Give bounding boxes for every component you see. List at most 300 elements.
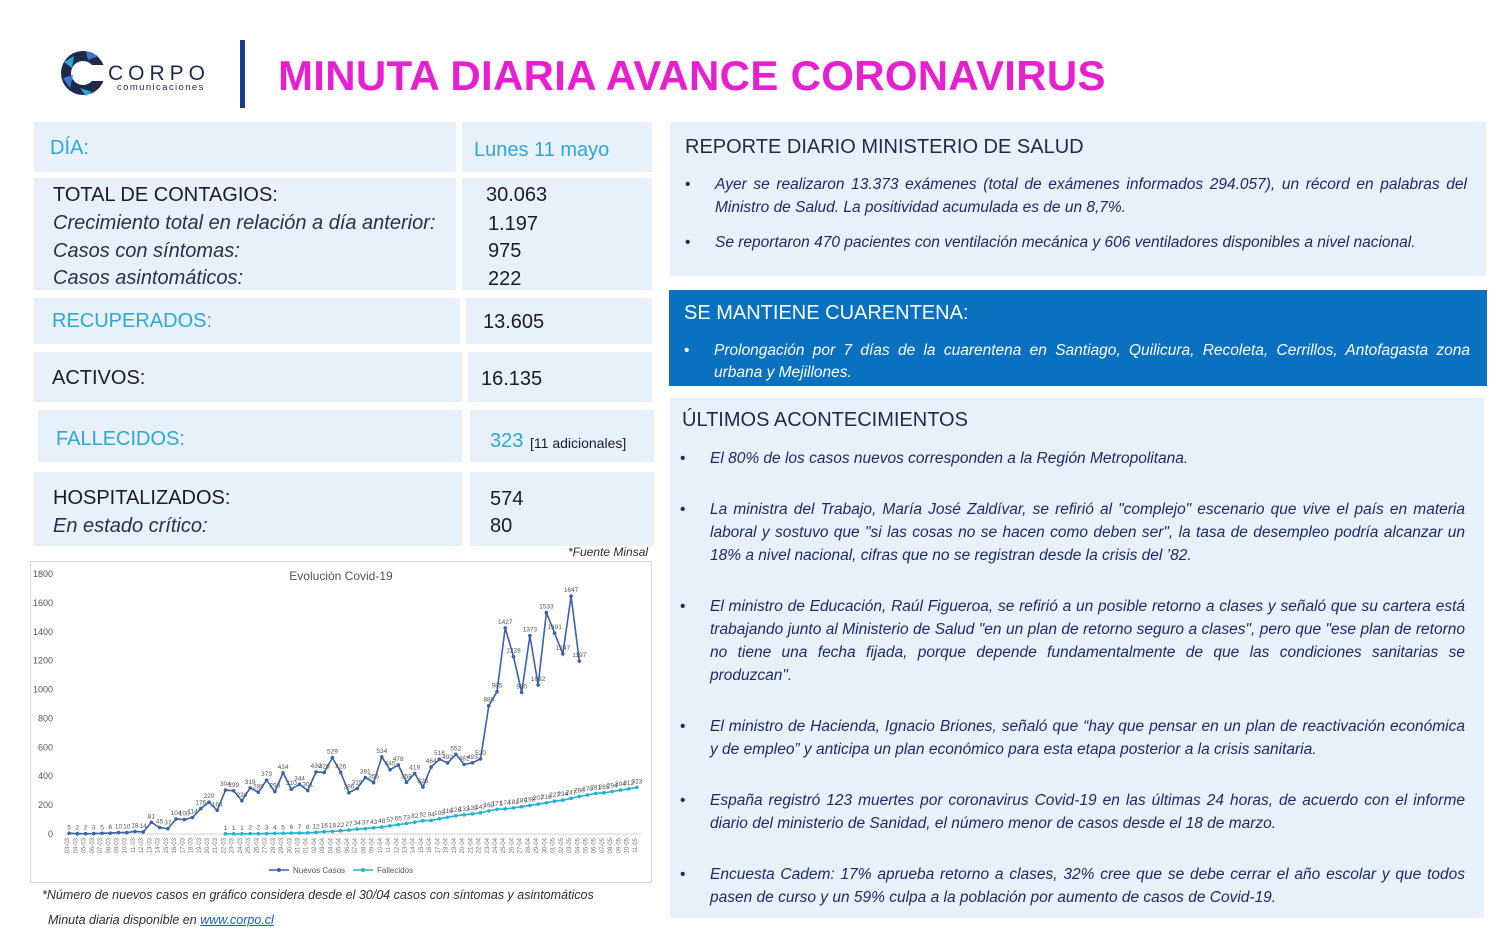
data-label: 325 <box>417 778 429 786</box>
data-point <box>503 807 507 811</box>
data-point <box>289 831 293 835</box>
x-tick-label: 07-04 <box>353 838 360 854</box>
x-tick-label: 15-04 <box>418 838 425 854</box>
data-label: 289 <box>252 783 264 791</box>
data-point <box>528 634 532 638</box>
data-point <box>331 756 335 760</box>
data-point <box>183 818 187 822</box>
data-label: 6 <box>289 824 294 832</box>
data-label: 1 <box>223 824 228 832</box>
y-tick-label: 800 <box>37 713 53 724</box>
data-label: 34 <box>353 820 361 828</box>
data-point <box>396 823 400 827</box>
data-point <box>314 830 318 834</box>
data-label: 1533 <box>539 603 554 611</box>
x-tick-label: 10-05 <box>624 838 631 854</box>
acontecimientos-list <box>680 447 1465 909</box>
series-line-nuevos-casos <box>69 596 579 834</box>
fallecidos-value: 323 <box>490 430 524 452</box>
data-label: 1 <box>231 824 236 832</box>
fallecidos-label: FALLECIDOS: <box>56 428 185 450</box>
dia-label: DÍA: <box>50 137 89 159</box>
x-tick-label: 18-04 <box>443 838 450 854</box>
x-tick-label: 05-04 <box>336 838 343 854</box>
data-point <box>520 805 524 809</box>
chart-title: Evolución Covid-19 <box>289 569 393 583</box>
minuta-footer <box>48 913 274 927</box>
data-label: 12 <box>312 823 320 831</box>
data-label: 1427 <box>497 618 513 626</box>
data-label: 482 <box>458 755 470 763</box>
data-point <box>84 832 88 836</box>
corpo-logo-icon <box>58 48 108 98</box>
data-point <box>388 768 392 772</box>
data-point <box>429 819 433 823</box>
data-label: 16 <box>320 822 328 830</box>
data-label: 81 <box>147 813 156 821</box>
y-tick-label: 200 <box>37 800 53 811</box>
x-tick-label: 15-03 <box>163 838 170 854</box>
data-point <box>306 789 310 793</box>
data-label: 270 <box>582 786 593 793</box>
data-label: 1 <box>240 824 244 832</box>
data-label: 1373 <box>522 626 538 634</box>
data-point <box>273 790 277 794</box>
data-label: 174 <box>499 799 511 807</box>
sintomas-value: 975 <box>488 240 522 262</box>
data-label: 260 <box>573 787 585 795</box>
activos-value: 16.135 <box>481 368 543 390</box>
data-point <box>627 787 631 791</box>
cuarentena-list <box>684 340 1470 384</box>
data-label: 985 <box>491 682 503 690</box>
y-tick-label: 1800 <box>32 569 53 579</box>
data-point <box>158 826 162 830</box>
data-label: 518 <box>433 750 445 758</box>
data-label: 3 <box>91 824 96 832</box>
data-point <box>141 830 145 834</box>
x-tick-label: 03-05 <box>567 838 574 854</box>
data-point <box>610 790 614 794</box>
acontecimiento-item: • España registró 123 muertes por coronavirus Covid-19 en las últimas 24 horas, de acuerdo con el informe diario del ministerio de Sanidad, el número menor de casos desde el 18 de marzo. <box>680 789 1465 835</box>
x-tick-label: 24-04 <box>493 838 499 854</box>
data-label: 6 <box>108 824 113 832</box>
asintomaticos-label: Casos asintomáticos: <box>53 267 244 289</box>
data-point <box>92 832 96 836</box>
data-label: 520 <box>475 749 486 757</box>
data-label: 160 <box>483 801 495 809</box>
data-point <box>553 799 557 803</box>
crecimiento-value: 1.197 <box>488 213 539 235</box>
data-label: 198 <box>524 796 536 804</box>
x-tick-label: 26-04 <box>509 838 516 854</box>
data-point <box>503 626 507 630</box>
data-label: 304 <box>614 781 626 789</box>
y-tick-label: 1200 <box>32 655 53 666</box>
total-contagios-value: 30.063 <box>486 184 548 206</box>
corpo-link[interactable]: www.corpo.cl <box>200 913 274 927</box>
x-tick-label: 14-03 <box>155 838 162 854</box>
x-tick-label: 05-05 <box>583 838 590 854</box>
data-label: 92 <box>419 811 427 819</box>
data-label: 492 <box>442 753 454 761</box>
x-tick-label: 27-03 <box>262 838 269 854</box>
data-label: 65 <box>394 815 402 823</box>
data-point <box>388 824 392 828</box>
data-label: 105 <box>433 809 445 817</box>
data-label: 286 <box>343 783 355 791</box>
data-label: 2 <box>75 824 80 832</box>
data-label: 48 <box>378 818 386 826</box>
x-tick-label: 07-05 <box>599 838 606 854</box>
x-tick-label: 25-03 <box>246 838 253 854</box>
data-point <box>108 831 112 835</box>
data-point <box>561 652 565 656</box>
reporte-item: • Ayer se realizaron 13.373 exámenes (total de exámenes informados 294.057), un récord en palabras del Ministro de Salud. La positividad acumulada es de un 8,7%. <box>685 173 1467 219</box>
data-label: 419 <box>409 764 421 772</box>
x-tick-label: 30-03 <box>287 838 294 854</box>
x-tick-label: 18-03 <box>188 838 195 854</box>
data-label: 45 <box>156 818 164 826</box>
data-point <box>602 791 606 795</box>
dia-value: Lunes 11 mayo <box>474 139 610 161</box>
data-point <box>429 765 433 769</box>
x-tick-label: 29-03 <box>279 838 286 854</box>
data-point <box>339 771 343 775</box>
data-label: 10 <box>123 823 131 831</box>
hospitalizados-value: 574 <box>490 488 524 510</box>
x-tick-label: 13-04 <box>402 838 409 854</box>
data-point <box>100 831 104 835</box>
x-tick-label: 21-03 <box>213 838 220 854</box>
data-point <box>257 790 261 794</box>
x-tick-label: 19-03 <box>196 838 203 854</box>
data-point <box>224 788 228 792</box>
data-point <box>273 832 277 836</box>
data-label: 3 <box>264 824 269 832</box>
data-point <box>487 704 491 708</box>
data-point <box>446 815 450 819</box>
data-point <box>240 799 244 803</box>
data-label: 373 <box>261 771 273 779</box>
data-point <box>355 787 359 791</box>
data-label: 493 <box>466 753 478 761</box>
x-tick-label: 10-03 <box>122 838 129 854</box>
data-point <box>495 690 499 694</box>
data-label: 430 <box>310 762 322 770</box>
data-label: 391 <box>359 768 371 776</box>
data-label: 323 <box>631 778 643 786</box>
data-label: 207 <box>532 795 544 803</box>
sintomas-label: Casos con síntomas: <box>53 240 240 262</box>
data-point <box>619 788 623 792</box>
data-point <box>364 827 368 831</box>
x-tick-label: 20-04 <box>460 838 467 854</box>
x-tick-label: 19-04 <box>451 838 458 854</box>
data-label: 358 <box>401 773 412 781</box>
data-point <box>248 832 252 836</box>
covid-chart <box>30 561 652 883</box>
data-label: 37 <box>361 819 369 827</box>
data-point <box>528 804 532 808</box>
data-point <box>380 825 384 829</box>
data-point <box>224 832 228 836</box>
data-label: 285 <box>598 783 610 791</box>
data-point <box>512 655 516 659</box>
acontecimiento-item: • El ministro de Educación, Raúl Figueroa, se refirió a un posible retorno a clases y señaló que su cartera está trabajando junto al Ministerio de Salud "en un plan de retorno seguro a clases", pero que "ese plan de retorno no tiene una fecha fijada, porque depende fundamentalmente de que las condiciones sanitarias se produzcan". <box>680 595 1465 687</box>
data-label: 181 <box>508 798 519 806</box>
x-tick-label: 13-03 <box>147 838 154 854</box>
acontecimiento-item: • Encuesta Cadem: 17% aprueba retorno a clases, 32% cree que se debe cerrar el año escolar y que todos pasen de curso y un 59% culpa a la población por aumento de casos de Covid-19. <box>680 863 1465 909</box>
acontecimientos-title: ÚLTIMOS ACONTECIMIENTOS <box>682 409 968 431</box>
data-point <box>421 819 425 823</box>
data-label: 176 <box>195 799 207 807</box>
x-tick-label: 12-04 <box>394 838 401 854</box>
data-point <box>545 801 549 805</box>
data-label: 5 <box>281 824 285 832</box>
x-tick-label: 11-05 <box>632 838 639 853</box>
data-point <box>281 831 285 835</box>
data-label: 464 <box>425 757 437 765</box>
legend-label-fallecidos: Fallecidos <box>377 866 414 875</box>
data-label: 18 <box>328 822 337 830</box>
data-label: 37 <box>164 819 172 827</box>
data-point <box>166 827 170 831</box>
data-label: 234 <box>557 791 569 799</box>
data-point <box>479 811 483 815</box>
data-label: 104 <box>170 809 182 817</box>
activos-label: ACTIVOS: <box>52 367 146 389</box>
data-label: 356 <box>368 773 380 781</box>
x-tick-label: 06-05 <box>591 838 598 854</box>
data-label: 4 <box>273 824 277 832</box>
y-tick-label: 0 <box>47 829 53 839</box>
x-tick-label: 08-03 <box>106 838 113 854</box>
data-label: 82 <box>411 813 419 821</box>
x-tick-label: 01-05 <box>550 838 557 854</box>
data-label: 980 <box>516 683 528 691</box>
data-point <box>306 831 310 835</box>
reporte-title: REPORTE DIARIO MINISTERIO DE SALUD <box>685 136 1084 158</box>
data-point <box>322 830 326 834</box>
data-point <box>594 792 598 796</box>
data-point <box>569 797 573 801</box>
header-divider <box>240 40 245 108</box>
data-point <box>257 832 261 836</box>
x-tick-label: 26-03 <box>254 838 261 854</box>
cuarentena-panel <box>669 290 1487 386</box>
data-point <box>462 813 466 817</box>
x-tick-label: 23-04 <box>484 838 491 854</box>
data-label: 94 <box>427 811 435 819</box>
data-point <box>150 821 154 825</box>
data-label: 1032 <box>530 675 546 683</box>
x-tick-label: 31-03 <box>295 838 302 854</box>
data-point <box>355 827 359 831</box>
data-label: 1197 <box>572 652 587 660</box>
x-tick-label: 11-03 <box>130 838 137 853</box>
data-label: 114 <box>187 808 198 816</box>
data-label: 216 <box>540 793 552 801</box>
dia-label-panel <box>34 122 456 172</box>
data-label: 133 <box>458 805 470 813</box>
data-label: 534 <box>376 747 388 755</box>
y-tick-label: 1000 <box>32 684 53 695</box>
data-label: 5 <box>100 824 104 832</box>
data-point <box>199 807 203 811</box>
x-tick-label: 10-04 <box>377 838 384 854</box>
data-point <box>298 831 302 835</box>
x-tick-label: 11-04 <box>386 838 393 853</box>
logo-subtitle: comunicaciones <box>117 82 205 93</box>
y-tick-label: 400 <box>37 771 53 782</box>
acontecimiento-item: • El ministro de Hacienda, Ignacio Briones, señaló que “hay que pensar en un plan de reactivación económica y de empleo” y anticipa un plan económico para esta etapa posterior a la crisis sanitaria. <box>680 715 1465 761</box>
data-point <box>289 787 293 791</box>
data-point <box>577 659 581 663</box>
data-label: 315 <box>351 779 363 787</box>
data-label: 126 <box>450 806 462 814</box>
data-label: 478 <box>392 755 404 763</box>
x-tick-label: 24-03 <box>237 838 244 854</box>
data-point <box>240 832 244 836</box>
data-point <box>471 761 475 765</box>
x-tick-label: 04-04 <box>328 838 335 854</box>
total-contagios-label: TOTAL DE CONTAGIOS: <box>53 184 278 206</box>
page-title: MINUTA DIARIA AVANCE CORONAVIRUS <box>278 52 1106 99</box>
x-tick-label: 20-03 <box>205 838 211 854</box>
x-tick-label: 06-03 <box>89 838 96 854</box>
data-label: 27 <box>345 821 353 829</box>
data-label: 147 <box>475 803 486 811</box>
data-label: 7 <box>297 823 302 831</box>
data-point <box>380 755 384 759</box>
data-point <box>215 809 219 813</box>
data-label: 888 <box>483 696 495 704</box>
recuperados-value: 13.605 <box>483 311 545 333</box>
x-tick-label: 16-03 <box>172 838 179 854</box>
data-point <box>577 795 581 799</box>
data-point <box>438 757 442 761</box>
x-tick-label: 08-04 <box>361 838 368 854</box>
data-label: 304 <box>220 781 231 789</box>
data-label: 319 <box>244 778 256 786</box>
data-point <box>438 817 442 821</box>
x-tick-label: 06-04 <box>344 838 351 854</box>
data-point <box>265 832 269 836</box>
data-label: 18 <box>131 822 139 830</box>
x-tick-label: 17-04 <box>435 838 442 854</box>
data-label: 5 <box>67 824 71 832</box>
data-point <box>191 816 195 820</box>
x-tick-label: 14-04 <box>410 838 417 854</box>
data-label: 14 <box>139 822 147 830</box>
x-tick-label: 07-03 <box>98 838 105 854</box>
data-point <box>174 817 178 821</box>
data-label: 2 <box>248 824 252 832</box>
data-point <box>454 752 458 756</box>
data-point <box>561 798 565 802</box>
acontecimiento-item: • La ministra del Trabajo, María José Zaldívar, se refirió al "complejo" escenario que vive el país en materia laboral y sostuvo que "si las cosas no se hacen como deben ser", la tasa de desempleo podría alcanzar un 18% a nivel nacional, cifras que no se registran desde la crisis del ’82. <box>680 498 1465 567</box>
critico-label: En estado crítico: <box>53 515 208 537</box>
data-label: 10 <box>114 823 123 831</box>
critico-value: 80 <box>490 515 513 537</box>
data-point <box>372 826 376 830</box>
data-label: 1391 <box>547 624 562 632</box>
data-point <box>487 809 491 813</box>
data-label: 1228 <box>506 647 521 655</box>
data-point <box>553 631 557 635</box>
data-label: 424 <box>277 763 289 771</box>
data-label: 8 <box>305 823 310 831</box>
data-point <box>405 822 409 826</box>
data-label: 227 <box>549 792 561 800</box>
x-tick-label: 01-04 <box>303 838 310 854</box>
data-point <box>207 800 211 804</box>
data-label: 1247 <box>555 644 571 652</box>
data-point <box>405 780 409 784</box>
data-label: 189 <box>516 797 528 805</box>
x-tick-label: 03-04 <box>320 838 327 854</box>
data-point <box>372 781 376 785</box>
data-point <box>512 806 516 810</box>
data-point <box>545 611 549 615</box>
data-point <box>248 786 252 790</box>
x-tick-label: 27-04 <box>517 838 524 854</box>
y-tick-label: 1600 <box>32 597 53 608</box>
x-tick-label: 05-03 <box>81 838 88 854</box>
asintomaticos-value: 222 <box>488 268 522 290</box>
data-label: 247 <box>565 789 577 797</box>
data-label: 220 <box>203 793 215 801</box>
recuperados-label: RECUPERADOS: <box>52 310 213 332</box>
data-label: 1647 <box>563 587 579 595</box>
data-label: 281 <box>590 784 602 792</box>
fallecidos-extra: [11 adicionales] <box>530 435 627 451</box>
cuarentena-title: SE MANTIENE CUARENTENA: <box>684 302 969 324</box>
y-tick-label: 1400 <box>32 626 53 637</box>
x-tick-label: 04-05 <box>575 838 582 854</box>
data-point <box>331 830 335 834</box>
data-label: 426 <box>318 763 330 771</box>
data-label: 299 <box>228 781 240 789</box>
data-label: 164 <box>211 801 223 809</box>
data-point <box>232 832 236 836</box>
x-tick-label: 22-03 <box>221 838 228 854</box>
data-label: 552 <box>450 745 462 753</box>
x-tick-label: 09-05 <box>616 838 623 854</box>
data-label: 73 <box>402 814 411 822</box>
data-label: 116 <box>442 808 453 816</box>
x-tick-label: 03-03 <box>65 838 72 854</box>
data-label: 312 <box>623 779 635 787</box>
data-point <box>520 691 524 695</box>
data-point <box>347 791 351 795</box>
x-tick-label: 17-03 <box>180 838 187 854</box>
data-label: 139 <box>466 804 478 812</box>
hospitalizados-label: HOSPITALIZADOS: <box>53 487 231 509</box>
data-point <box>569 594 573 598</box>
data-point <box>133 830 137 834</box>
data-label: 171 <box>491 800 503 808</box>
data-label: 529 <box>326 748 338 756</box>
data-label: 445 <box>384 760 396 768</box>
data-point <box>454 814 458 818</box>
data-point <box>339 829 343 833</box>
y-tick-label: 600 <box>37 742 53 753</box>
data-point <box>536 683 540 687</box>
data-point <box>446 761 450 765</box>
acontecimiento-item: • El 80% de los casos nuevos corresponden a la Región Metropolitana. <box>680 447 1465 470</box>
